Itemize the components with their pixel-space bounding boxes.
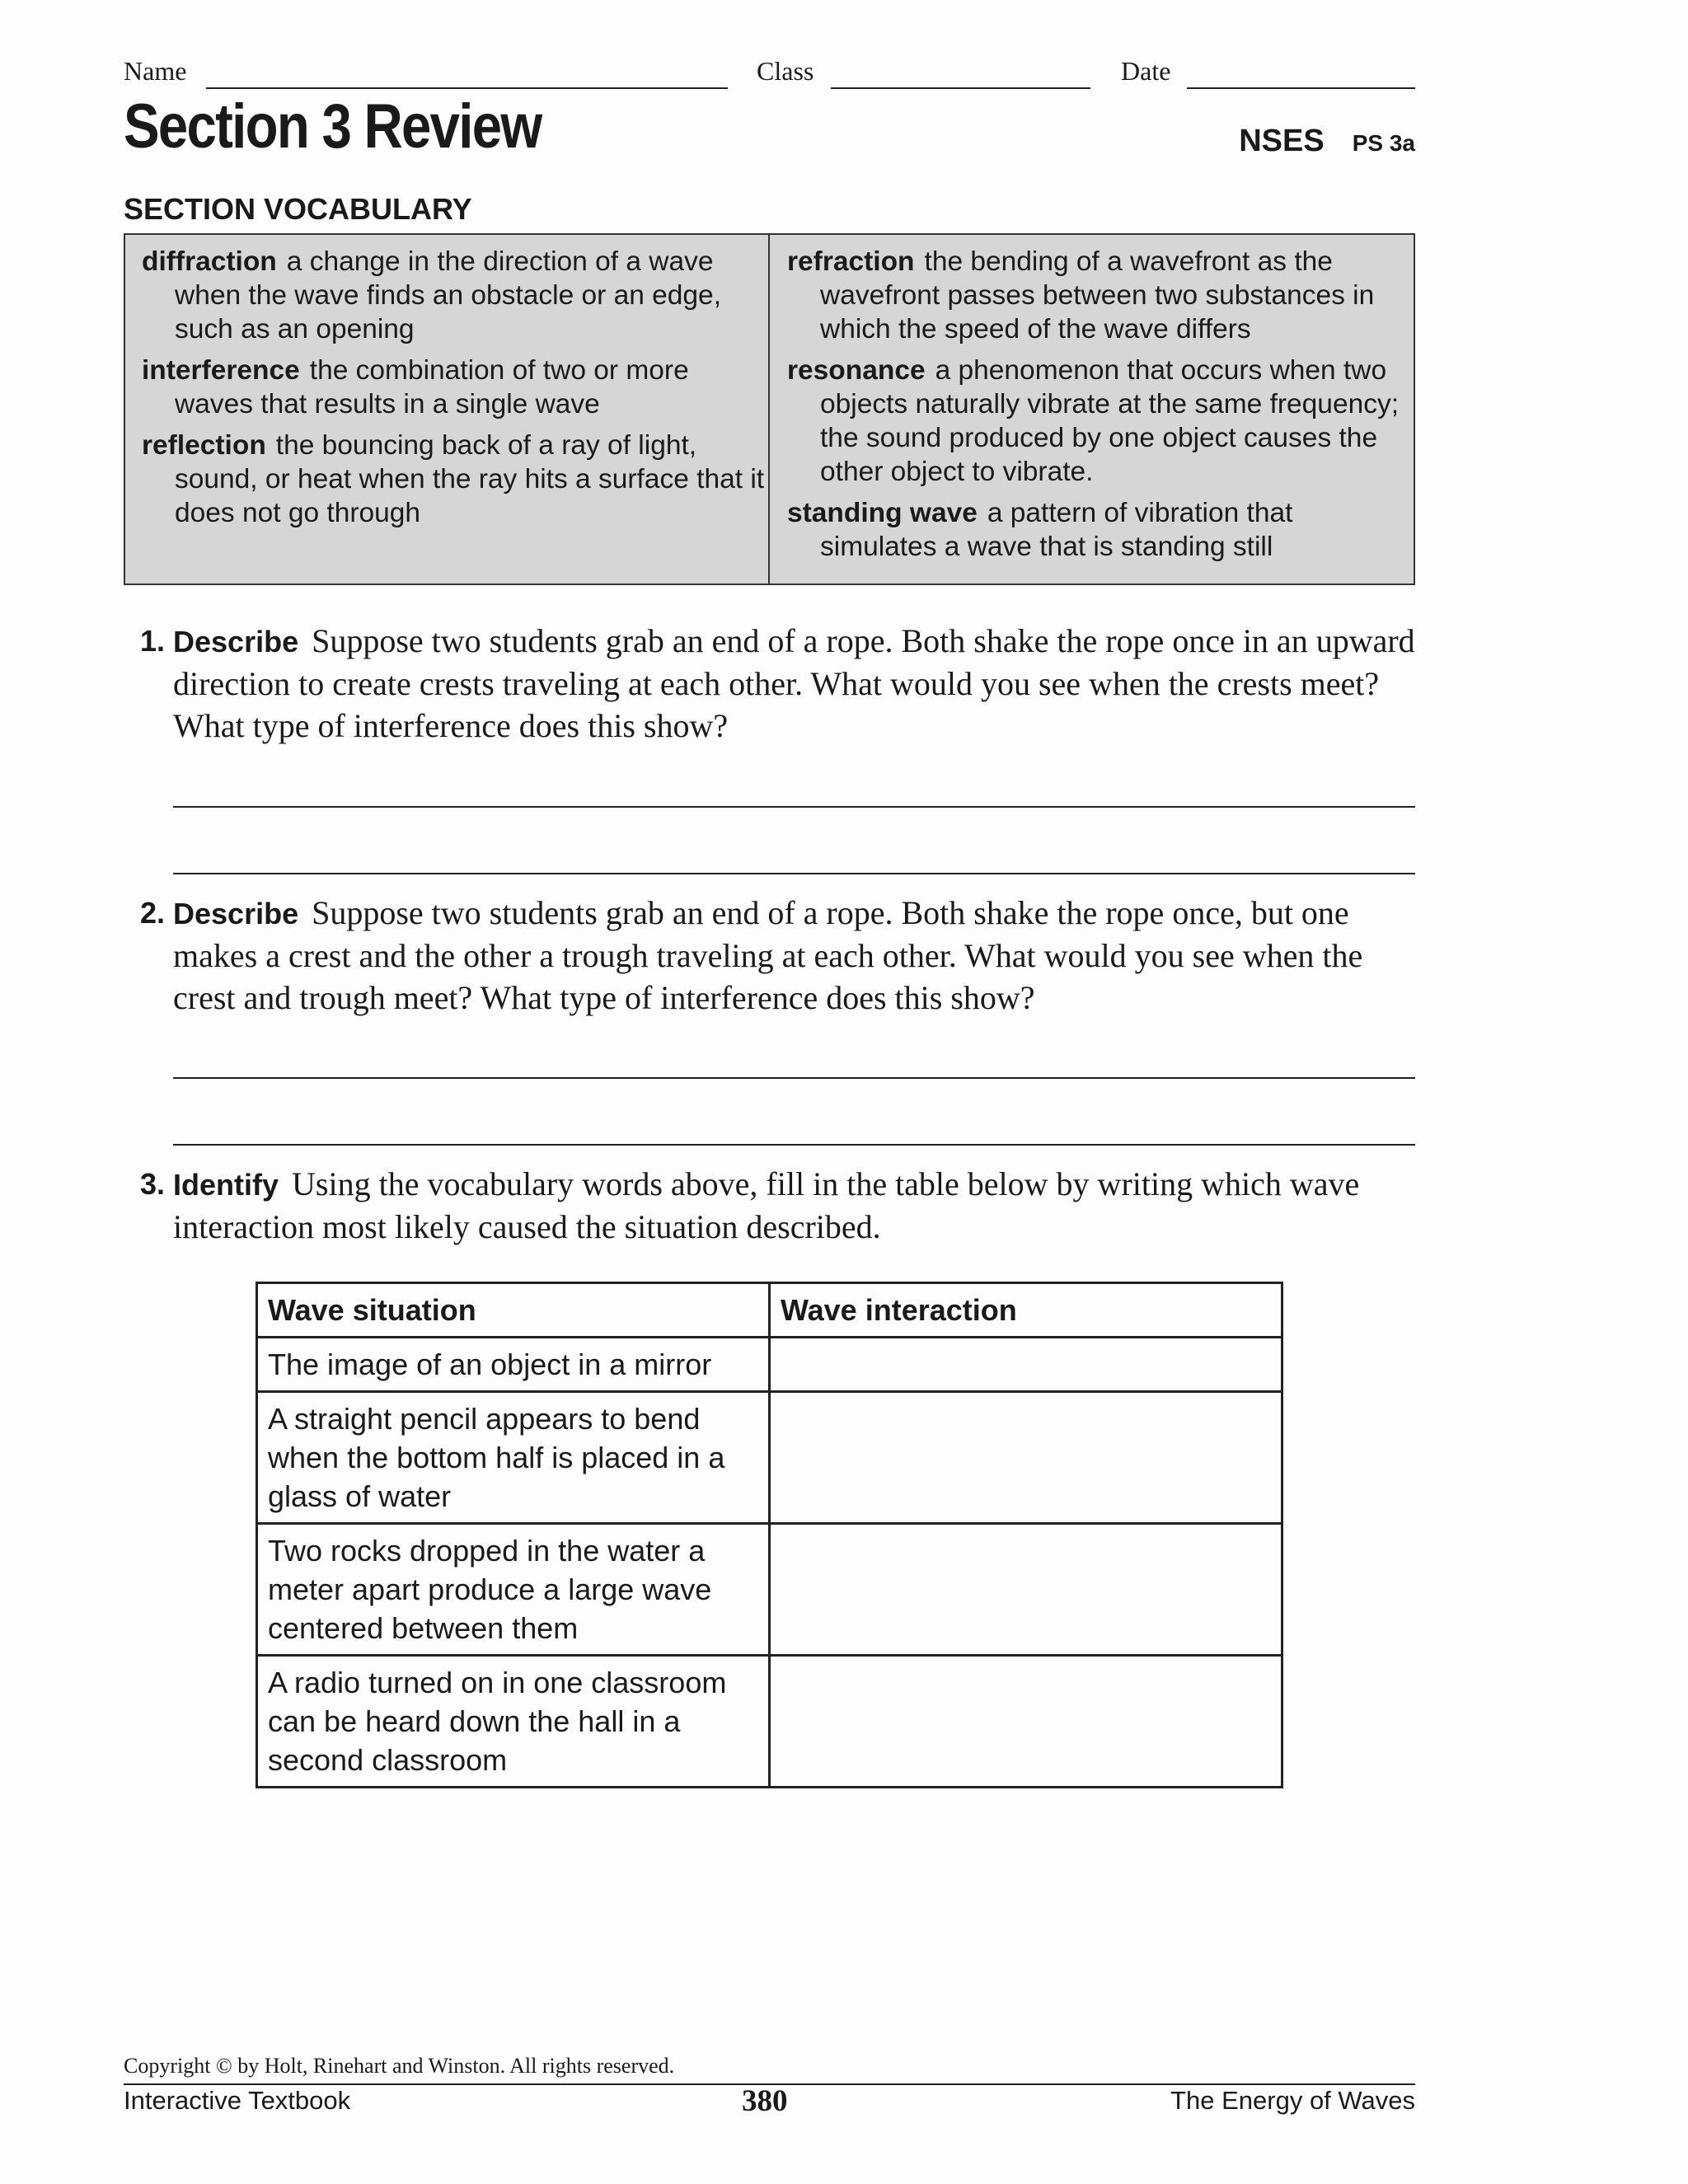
page-title: Section 3 Review: [124, 91, 542, 162]
answer-line-1a[interactable]: [173, 806, 1415, 808]
situation-cell: The image of an object in a mirror: [257, 1338, 770, 1392]
vocab-entry-interference: interference the combination of two or more waves that results in a single wave: [142, 355, 689, 419]
vocab-entry-reflection: reflection the bouncing back of a ray of light, sound, or heat when the ray hits a surface that it does not go through: [142, 430, 765, 528]
column-header-situation: Wave situation: [257, 1283, 770, 1338]
table-row: [257, 1656, 1282, 1788]
vocab-entry-diffraction: diffraction a change in the direction of a wave when the wave finds an obstacle or an edge, such as an opening: [142, 246, 721, 344]
question-number: 2.: [140, 896, 166, 930]
standard-code: PS 3a: [1352, 130, 1415, 156]
vocabulary-heading: SECTION VOCABULARY: [124, 192, 472, 226]
answer-line-2a[interactable]: [173, 1077, 1415, 1079]
situation-cell: Two rocks dropped in the water a meter apart produce a large wave centered between them: [257, 1524, 770, 1656]
question-text: Using the vocabulary words above, fill in the table below by writing which wave interaction most likely caused the situation described.: [173, 1165, 1360, 1245]
student-info-header: [124, 56, 1415, 92]
question-text: Suppose two students grab an end of a rope. Both shake the rope once in an upward direction to create crests traveling at each other. What would you see when the crests meet? What type of interference does this show?: [173, 622, 1415, 744]
interaction-answer-cell[interactable]: [770, 1338, 1282, 1392]
nses-label: NSES: [1239, 124, 1325, 158]
column-header-interaction: Wave interaction: [770, 1283, 1282, 1338]
copyright-notice: Copyright © by Holt, Rinehart and Winston. All rights reserved.: [124, 2054, 675, 2078]
vocabulary-box: [124, 233, 1415, 585]
interaction-answer-cell[interactable]: [770, 1392, 1282, 1524]
answer-line-2b[interactable]: [173, 1144, 1415, 1146]
answer-line-1b[interactable]: [173, 873, 1415, 874]
table-header-row: [257, 1283, 1282, 1338]
vocabulary-left-column: [142, 245, 768, 537]
name-field[interactable]: [206, 87, 728, 89]
question-verb: Identify: [173, 1168, 279, 1202]
table-row: [257, 1338, 1282, 1392]
table-row: [257, 1524, 1282, 1656]
class-field[interactable]: [831, 87, 1090, 89]
footer-chapter-title: The Energy of Waves: [1170, 2086, 1415, 2115]
interaction-answer-cell[interactable]: [770, 1656, 1282, 1788]
footer-book-title: Interactive Textbook: [124, 2086, 351, 2115]
question-number: 1.: [140, 624, 166, 658]
page-number: 380: [742, 2084, 788, 2118]
vocab-entry-standing-wave: standing wave a pattern of vibration that simulates a wave that is standing still: [787, 498, 1293, 562]
question-3: [124, 1163, 1415, 1248]
vocabulary-right-column: [787, 245, 1414, 571]
date-label: Date: [1121, 56, 1171, 86]
situation-cell: A straight pencil appears to bend when the bottom half is placed in a glass of water: [257, 1392, 770, 1524]
situation-cell: A radio turned on in one classroom can be heard down the hall in a second classroom: [257, 1656, 770, 1788]
question-verb: Describe: [173, 625, 299, 658]
question-verb: Describe: [173, 897, 299, 930]
vocab-entry-resonance: resonance a phenomenon that occurs when two objects naturally vibrate at the same frequency; the sound produced by one object causes the other object to vibrate.: [787, 355, 1400, 487]
question-2: [124, 892, 1415, 1019]
name-label: Name: [124, 56, 187, 86]
class-label: Class: [757, 56, 814, 86]
question-1: [124, 620, 1415, 747]
vocabulary-divider: [768, 235, 770, 583]
question-text: Suppose two students grab an end of a rope. Both shake the rope once, but one makes a crest and the other a trough traveling at each other. What would you see when the crest and trough meet? What type of interference does this show?: [173, 894, 1363, 1016]
wave-interaction-table: [256, 1282, 1283, 1788]
interaction-answer-cell[interactable]: [770, 1524, 1282, 1656]
table-row: [257, 1392, 1282, 1524]
nses-standard: [1239, 124, 1415, 159]
question-number: 3.: [140, 1167, 166, 1201]
vocab-entry-refraction: refraction the bending of a wavefront as the wavefront passes between two substances in which the speed of the wave differs: [787, 246, 1375, 344]
date-field[interactable]: [1187, 87, 1415, 89]
